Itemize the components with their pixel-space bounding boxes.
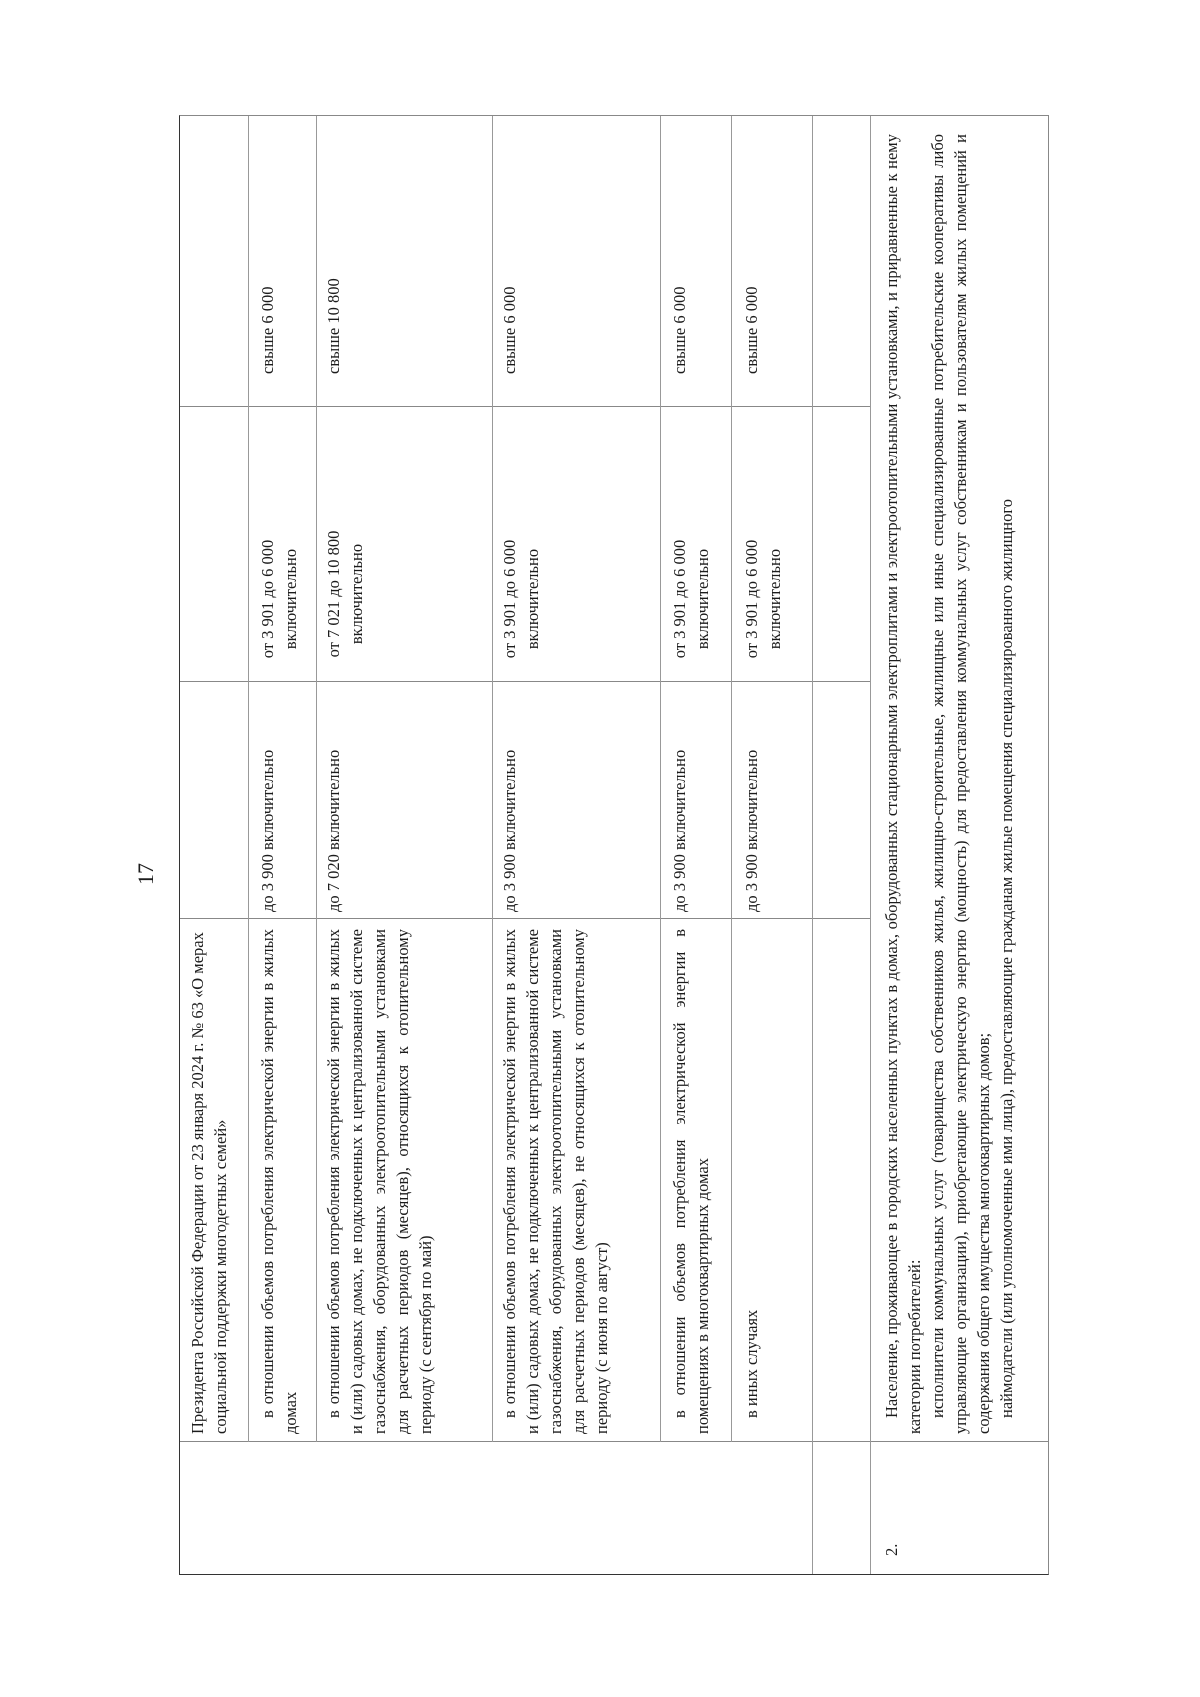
row-3-range-2: от 3 901 до 6 000 включительно (500, 539, 542, 659)
row-3-range-3: свыше 6 000 (500, 286, 519, 374)
rotated-page-content (133, 115, 1049, 1575)
section-2-text (880, 134, 1018, 1434)
row-divider (248, 116, 249, 1442)
row-4-range-1: до 3 900 включительно (670, 749, 689, 912)
table-header-text: Президента Российской Федерации от 23 января 2024 г. № 63 «О мерах социальной поддержки многодетных семей» (188, 932, 230, 1434)
row-2-range-3: свыше 10 800 (324, 278, 343, 374)
row-divider (731, 116, 732, 1442)
tariff-table (179, 115, 1049, 1575)
row-1-description: в отношении объемов потребления электрической энергии в жилых домах (258, 929, 300, 1434)
page-number: 17 (133, 863, 158, 885)
row-5-range-3: свыше 6 000 (742, 286, 761, 374)
section-2-paragraph: исполнители коммунальных услуг (товарищества собственников жилья, жилищно-строительные, жилищные или иные специализированные потребительские кооперативы либо управляющие организации), приобретающие электрическую энергию (мощность) для предоставления коммунальных услуг собственникам и пользователям жилых помещений и содержания общего имущества многоквартирных домов; (928, 134, 993, 1434)
row-4-range-2: от 3 901 до 6 000 включительно (670, 539, 712, 659)
row-1-range-1: до 3 900 включительно (258, 749, 277, 912)
row-divider (812, 116, 813, 1574)
row-1-range-2: от 3 901 до 6 000 включительно (258, 539, 300, 659)
row-2-range-2: от 7 021 до 10 800 включительно (324, 530, 366, 658)
row-divider (660, 116, 661, 1442)
row-3-description: в отношении объемов потребления электрической энергии в жилых и (или) садовых домах, не подключенных к централизованной системе газоснабжения, оборудованных электроотопительными установками для расчетных периодов (месяцев), не относящихся к отопительному периоду (с июня по август) (500, 929, 611, 1434)
row-divider (870, 116, 871, 1574)
column-divider (180, 1441, 1048, 1442)
row-divider (492, 116, 493, 1442)
column-divider (180, 918, 870, 919)
row-5-range-1: до 3 900 включительно (742, 749, 761, 912)
row-2-range-1: до 7 020 включительно (324, 749, 343, 912)
row-1-range-3: свыше 6 000 (258, 286, 277, 374)
row-4-description: в отношении объемов потребления электрической энергии в помещениях в многоквартирных домах (670, 929, 712, 1434)
section-2-number: 2. (882, 1543, 901, 1556)
row-2-description: в отношении объемов потребления электрической энергии в жилых и (или) садовых домах, не подключенных к централизованной системе газоснабжения, оборудованных электроотопительными установками для расчетных периодов (месяцев), относящихся к отопительному периоду (с сентября по май) (324, 929, 435, 1434)
row-5-description: в иных случаях (742, 1309, 761, 1418)
section-2-paragraph: наймодатели (или уполномоченные ими лица), предоставляющие гражданам жилые помещения специализированного жилищного (997, 499, 1016, 1418)
column-divider (180, 681, 870, 682)
row-5-range-2: от 3 901 до 6 000 включительно (742, 539, 784, 659)
row-3-range-1: до 3 900 включительно (500, 749, 519, 912)
row-divider (316, 116, 317, 1442)
section-2-paragraph: Население, проживающее в городских населенных пунктах в домах, оборудованных стационарными электроплитами и электроотопительными установками, и приравненные к нему категории потребителей: (882, 134, 924, 1434)
row-4-range-3: свыше 6 000 (670, 286, 689, 374)
column-divider (180, 406, 870, 407)
